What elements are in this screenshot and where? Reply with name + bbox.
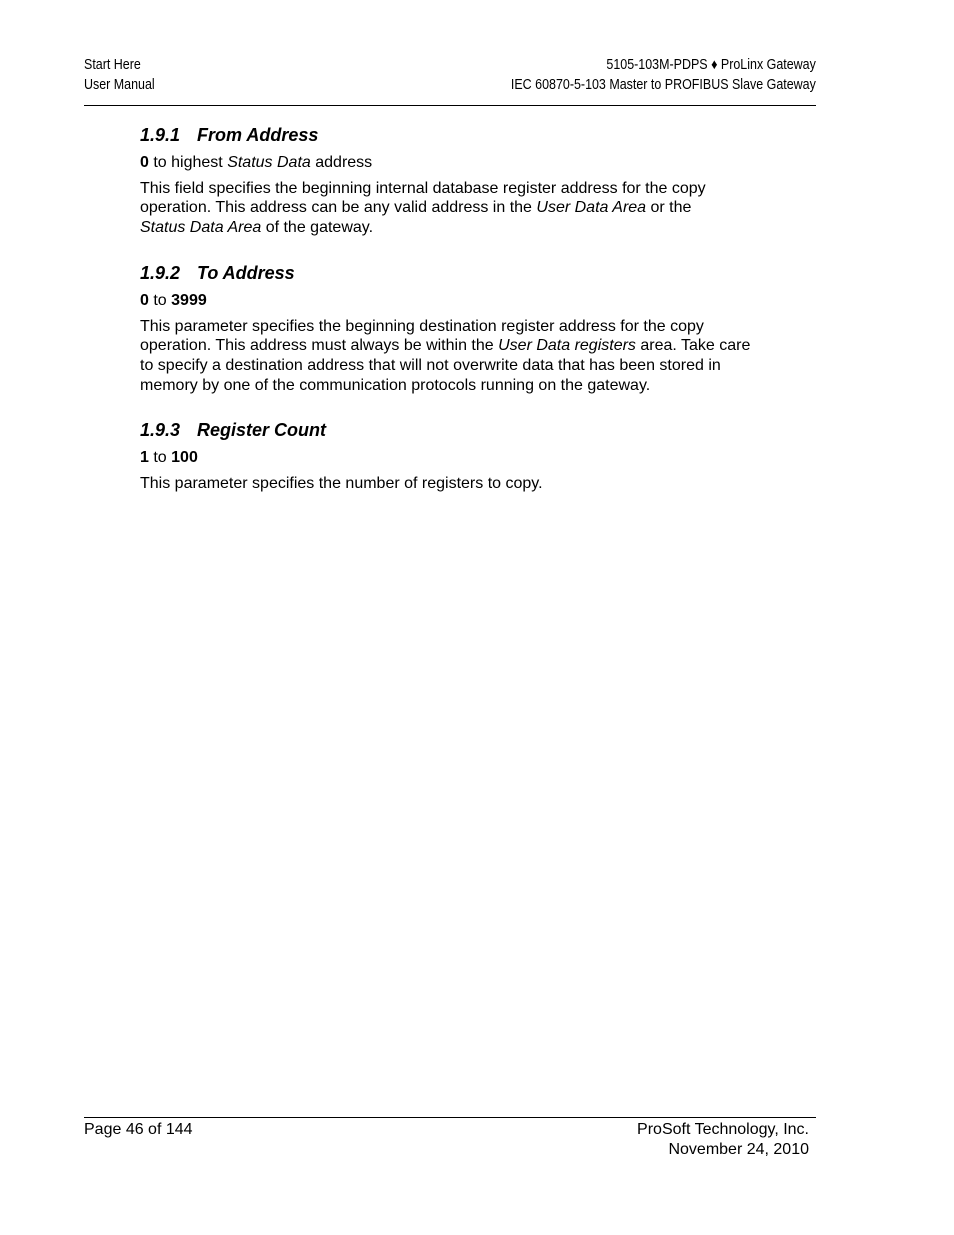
section-title: From Address xyxy=(197,125,319,145)
header-divider xyxy=(84,105,816,106)
description-text: This field specifies the beginning internal database register address for the copy operation. This address can be any valid address in the xyxy=(140,179,706,217)
range-end: 3999 xyxy=(171,291,207,309)
section-number: 1.9.2 xyxy=(140,262,181,283)
range-connector: to highest xyxy=(148,154,228,171)
page-number: Page 46 of 144 xyxy=(84,1121,193,1138)
range-start: 0 xyxy=(140,154,149,171)
section-description xyxy=(140,317,760,396)
description-emphasis: User Data registers xyxy=(498,337,636,355)
publication-date: November 24, 2010 xyxy=(668,1140,809,1158)
range-start: 1 xyxy=(140,449,149,467)
company-name: ProSoft Technology, Inc. xyxy=(637,1121,809,1138)
range-emphasis: Status Data xyxy=(227,154,311,171)
header-right xyxy=(511,56,816,95)
range-connector: to xyxy=(148,449,172,467)
section-description xyxy=(140,179,760,238)
range-connector: to xyxy=(148,291,172,309)
footer-right xyxy=(637,1120,809,1159)
description-emphasis: User Data Area xyxy=(536,199,647,217)
value-range xyxy=(140,153,760,173)
description-emphasis: Status Data Area xyxy=(140,219,262,237)
header-document-type: User Manual xyxy=(84,76,155,93)
range-end: address xyxy=(310,154,373,171)
header-left xyxy=(84,56,155,95)
description-text: of the gateway. xyxy=(261,219,374,237)
page-content xyxy=(140,124,760,518)
header-product-name: 5105-103M-PDPS ♦ ProLinx Gateway xyxy=(606,57,816,73)
section-title: To Address xyxy=(197,262,295,283)
section-description xyxy=(140,474,760,494)
value-range xyxy=(140,291,760,311)
section-heading xyxy=(140,124,760,146)
footer-divider xyxy=(84,1117,816,1118)
range-start: 0 xyxy=(140,291,149,309)
description-text: This parameter specifies the beginning destination register address for the copy operation. This address must always be within the xyxy=(140,317,704,355)
section-register-count xyxy=(140,419,760,493)
header-section-name: Start Here xyxy=(84,57,141,73)
header-product-description: IEC 60870-5-103 Master to PROFIBUS Slave Gateway xyxy=(510,76,816,93)
description-text: This parameter specifies the number of registers to copy. xyxy=(140,475,543,493)
value-range xyxy=(140,448,760,468)
section-title: Register Count xyxy=(197,420,327,441)
range-end: 100 xyxy=(171,449,198,467)
section-number: 1.9.3 xyxy=(140,420,181,441)
page-header xyxy=(84,56,816,106)
section-heading xyxy=(140,262,760,284)
description-text: or the xyxy=(646,199,692,217)
section-number: 1.9.1 xyxy=(140,125,181,145)
section-to-address xyxy=(140,262,760,396)
description-text: area. Take care to specify a destination address that will not overwrite data that has been stored in memory by one of the communication protocols running on the gateway. xyxy=(140,337,751,394)
section-from-address xyxy=(140,124,760,238)
section-heading xyxy=(140,419,760,441)
